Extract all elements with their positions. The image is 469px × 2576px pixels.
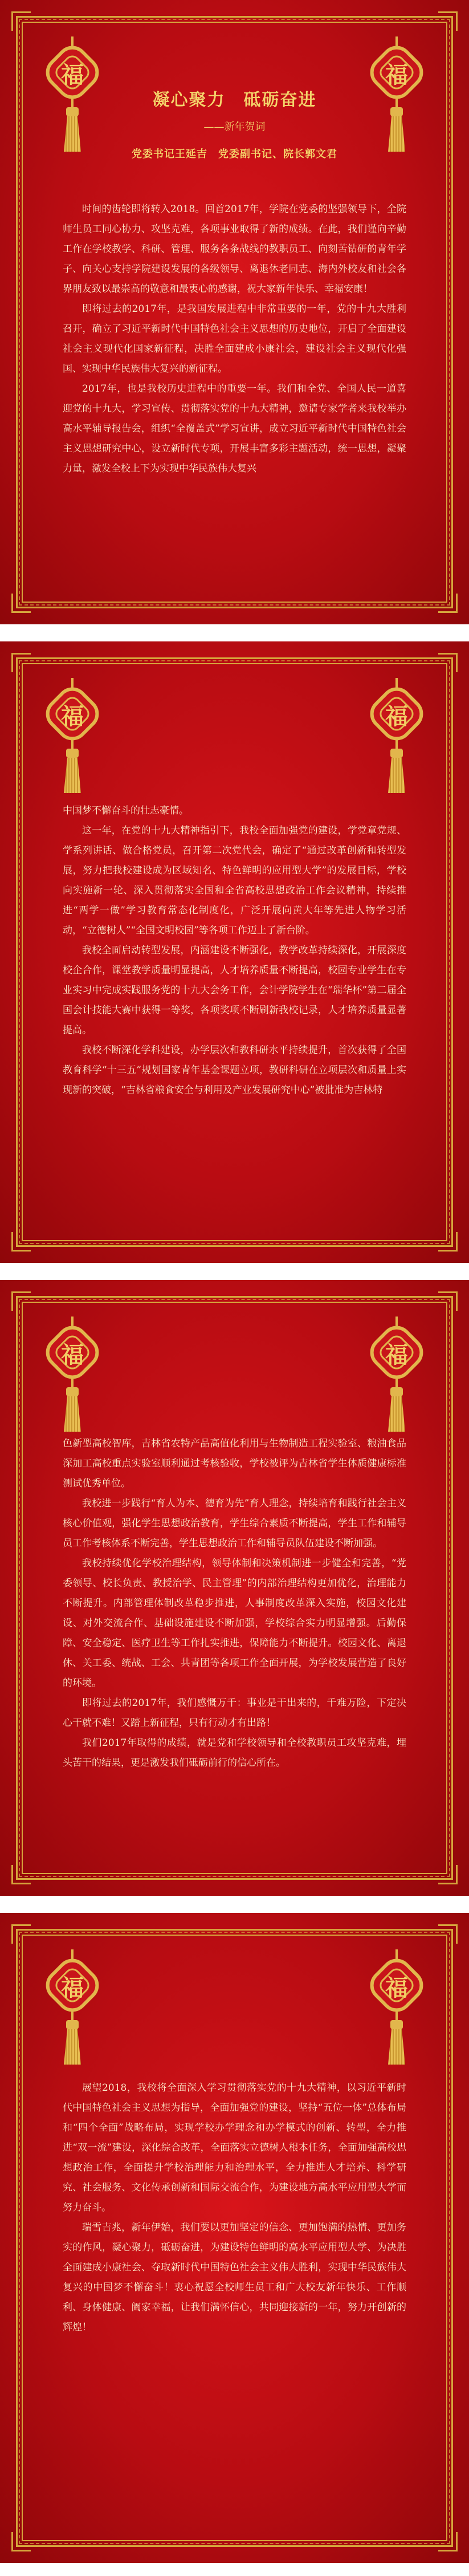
paragraph: 即将过去的2017年，是我国发展进程中非常重要的一年，党的十九大胜利召开，确立了习近平新时代中国特色社会主义思想的历史地位，开启了全面建设社会主义现代化国家新征程，决胜全面建成小康社会，建设社会主义现代化强国、实现中华民族伟大复兴的新征程。 bbox=[63, 303, 406, 375]
paragraph: 我们2017年取得的成绩，就是党和学校领导和全校教职员工攻坚克难，埋头苦干的结果，更是激发我们砥砺前行的信心所在。 bbox=[63, 1737, 406, 1769]
paragraph: 时间的齿轮即将转入2018。回首2017年，学院在党委的坚强领导下，全院师生员工同心协力、攻坚克难，各项事业取得了新的成绩。在此，我们谨向辛勤工作在学校教学、科研、管理、服务各条战线的教职员工、向刻苦钻研的青年学子、向关心支持学院建设发展的各级领导、离退休老同志、海内外校友和社会各界朋友致以最崇高的敬意和最衷心的感谢，祝大家新年快乐、幸福安康！ bbox=[63, 204, 406, 295]
paragraph: 我校不断深化学科建设，办学层次和教科研水平持续提升，首次获得了全国教育科学“十三五”规划国家青年基金课题立项，教研科研在立项层次和质量上实现新的突破，“吉林省粮食安全与利用及产业发展研究中心”被批准为吉林特 bbox=[63, 1045, 406, 1096]
fu-character-icon: 福 bbox=[61, 62, 84, 88]
corner-ornament bbox=[11, 594, 31, 613]
fu-knot-ornament-left bbox=[41, 1949, 104, 2069]
greeting-panel-1 bbox=[0, 0, 469, 624]
fu-character-icon: 福 bbox=[385, 1342, 408, 1368]
fu-knot-ornament-left bbox=[41, 1317, 104, 1436]
author-line: 党委书记王延吉 党委副书记、院长郭文君 bbox=[132, 148, 337, 160]
corner-ornament bbox=[11, 1232, 31, 1252]
corner-ornament bbox=[438, 653, 458, 672]
paragraph: 我校持续优化学校治理结构，领导体制和决策机制进一步健全和完善，“党委领导、校长负责、教授治学、民主管理”的内部治理结构更加优化，治理能力不断提升。内部管理体制改革稳步推进，人事制度改革深入实施，校园文化建设、对外交流合作、基础设施建设不断加强，学校综合实力明显增强。后勤保障、安全稳定、医疗卫生等工作扎实推进，保障能力不断提升。校园文化、离退休、关工委、统战、工会、共青团等各项工作全面开展，为学校发展营造了良好的环境。 bbox=[63, 1558, 406, 1689]
corner-ornament bbox=[438, 2532, 458, 2551]
fu-character-icon: 福 bbox=[385, 62, 408, 88]
corner-ornament bbox=[438, 1865, 458, 1884]
fu-knot-ornament-right bbox=[365, 678, 428, 798]
fu-character-icon: 福 bbox=[385, 703, 408, 730]
paragraph: 中国梦不懈奋斗的壮志豪情。 bbox=[63, 805, 189, 816]
paragraph: 我校进一步践行“育人为本、德育为先”育人理念，持续培育和践行社会主义核心价值观，强化学生思想政治教育，学生综合素质不断提高，学生工作和辅导员工作考核体系不断完善，学生思想政治工作和辅导员队伍建设不断加强。 bbox=[63, 1498, 406, 1549]
corner-ornament bbox=[11, 1924, 31, 1944]
panel-body bbox=[63, 200, 406, 479]
panel-body bbox=[63, 2078, 406, 2338]
corner-ornament bbox=[11, 653, 31, 672]
fu-knot-ornament-left bbox=[41, 678, 104, 798]
fu-character-icon: 福 bbox=[61, 703, 84, 730]
paragraph: 2017年，也是我校历史进程中的重要一年。我们和全党、全国人民一道喜迎党的十九大，学习宣传、贯彻落实党的十九大精神，邀请专家学者来我校举办高水平辅导报告会，组织“全覆盖式”学习宣讲，成立习近平新时代中国特色社会主义思想研究中心，设立新时代专项，开展丰富多彩主题活动，统一思想，凝聚力量，激发全校上下为实现中华民族伟大复兴 bbox=[63, 383, 406, 474]
page-title: 凝心聚力 砥砺奋进 bbox=[152, 90, 317, 110]
paragraph: 瑞雪吉兆，新年伊始，我们要以更加坚定的信念、更加饱满的热情、更加务实的作风，凝心聚力，砥砺奋进，为建设特色鲜明的高水平应用型大学、为决胜全面建成小康社会、夺取新时代中国特色社会主义伟大胜利，实现中华民族伟大复兴的中国梦不懈奋斗！衷心祝愿全校师生员工和广大校友新年快乐、工作顺利、身体健康、阖家幸福，让我们满怀信心，共同迎接新的一年，努力开创新的辉煌！ bbox=[63, 2222, 406, 2333]
corner-ornament bbox=[11, 11, 31, 31]
greeting-header bbox=[0, 86, 469, 161]
corner-ornament bbox=[438, 594, 458, 613]
fu-knot-ornament-right bbox=[365, 1317, 428, 1436]
greeting-panel-2 bbox=[0, 641, 469, 1263]
corner-ornament bbox=[11, 1865, 31, 1884]
corner-ornament bbox=[438, 1924, 458, 1944]
panel-body bbox=[63, 1434, 406, 1773]
paragraph: 展望2018，我校将全面深入学习贯彻落实党的十九大精神，以习近平新时代中国特色社会主义思想为指导，全面加强党的建设，坚持“五位一体”总体布局和“四个全面”战略布局，实现学校办学理念和办学模式的创新、转型，全力推进“双一流”建设，深化综合改革，全面落实立德树人根本任务，全面加强高校思想政治工作，全面提升学校治理能力和治理水平，全力推进人才培养、科学研究、社会服务、文化传承创新和国际交流合作，为建设地方高水平应用型大学而努力奋斗。 bbox=[63, 2082, 406, 2213]
corner-ornament bbox=[11, 1291, 31, 1311]
greeting-panel-3 bbox=[0, 1280, 469, 1896]
paragraph: 色新型高校智库，吉林省农特产品高值化利用与生物制造工程实验室、粮油食品深加工高校重点实验室顺利通过考核验收，学校被评为吉林省学生体质健康标准测试优秀单位。 bbox=[63, 1438, 406, 1489]
paragraph: 这一年，在党的十九大精神指引下，我校全面加强党的建设，学党章党规、学系列讲话、做合格党员，召开第二次党代会，确定了“通过改革创新和转型发展，努力把我校建设成为区域知名、特色鲜明的应用型大学”的发展目标，学校向实施新一轮、深入贯彻落实全国和全省高校思想政治工作会议精神，持续推进“两学一做”学习教育常态化制度化，广泛开展向黄大年等先进人物学习活动，“立德树人”“全国文明校园”等各项工作迈上了新台阶。 bbox=[63, 825, 406, 936]
corner-ornament bbox=[11, 2532, 31, 2551]
fu-knot-ornament-right bbox=[365, 1949, 428, 2069]
corner-ornament bbox=[438, 1291, 458, 1311]
corner-ornament bbox=[438, 11, 458, 31]
panel-body bbox=[63, 801, 406, 1100]
page-subtitle: ——新年贺词 bbox=[203, 121, 266, 133]
fu-character-icon: 福 bbox=[61, 1974, 84, 2001]
fu-character-icon: 福 bbox=[385, 1974, 408, 2001]
corner-ornament bbox=[438, 1232, 458, 1252]
fu-character-icon: 福 bbox=[61, 1342, 84, 1368]
paragraph: 我校全面启动转型发展，内涵建设不断强化，教学改革持续深化，开展深度校企合作，课堂教学质量明显提高，人才培养质量不断提高，校园专业学生在专业实习中完成实践服务党的十九大会务工作，会计学院学生在“瑞华杯”第二届全国会计技能大赛中获得一等奖，各项奖项不断刷新我校记录，人才培养质量显著提高。 bbox=[63, 945, 406, 1036]
paragraph: 即将过去的2017年，我们感慨万千：事业是干出来的，千难万险，下定决心干就不难！又踏上新征程，只有行动才有出路！ bbox=[63, 1697, 406, 1729]
greeting-panel-4 bbox=[0, 1913, 469, 2563]
